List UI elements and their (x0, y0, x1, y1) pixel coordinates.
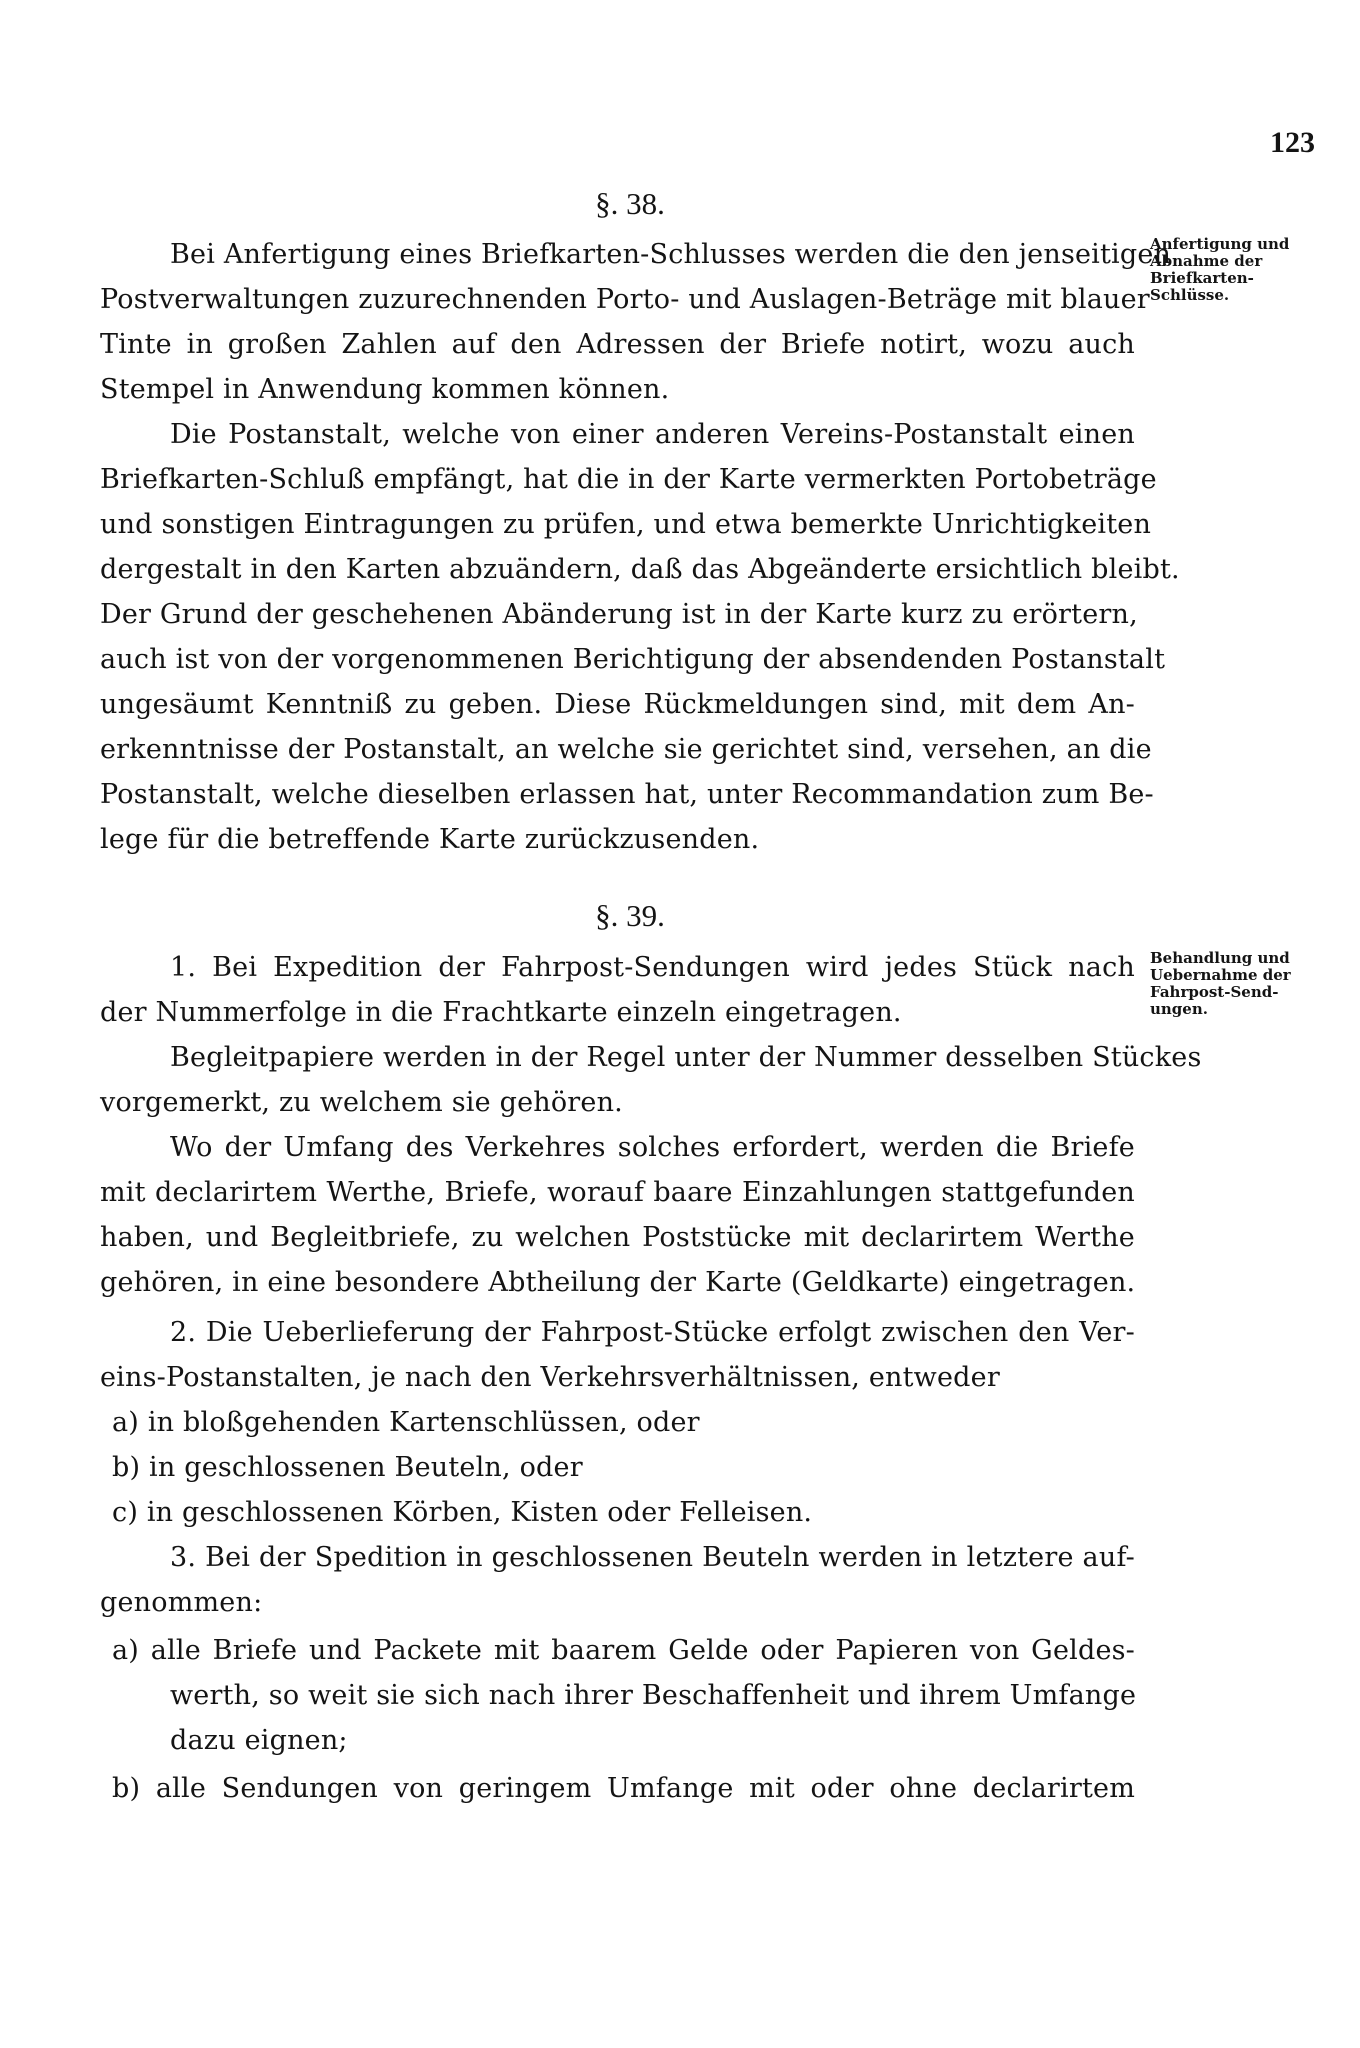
text-line: Briefkarten-Schluß empfängt, hat die in der Karte vermerkten Portobeträge (100, 464, 1157, 495)
margin-note-38 (1150, 236, 1300, 304)
section-heading-39: §. 39. (595, 898, 665, 933)
list-item: c) in geschlossenen Körben, Kisten oder Felleisen. (112, 1497, 813, 1528)
text-line: dergestalt in den Karten abzuändern, daß das Abgeänderte ersichtlich bleibt. (100, 554, 1180, 585)
text-line: vorgemerkt, zu welchem sie gehören. (100, 1087, 623, 1118)
list-item: a) in bloßgehenden Kartenschlüssen, oder (112, 1407, 700, 1438)
text-line: Postanstalt, welche dieselben erlassen hat, unter Recommandation zum Be- (100, 779, 1154, 810)
list-item: b) in geschlossenen Beuteln, oder (112, 1452, 583, 1483)
section-heading-38: §. 38. (595, 186, 665, 221)
list-item: b) alle Sendungen von geringem Umfange mit oder ohne declarirtem (112, 1773, 1135, 1804)
text-line: Bei Anfertigung eines Briefkarten-Schlusses werden die den jenseitigen (170, 239, 1172, 270)
text-line: erkenntnisse der Postanstalt, an welche sie gerichtet sind, versehen, an die (100, 734, 1152, 765)
text-line: werth, so weit sie sich nach ihrer Beschaffenheit und ihrem Umfange (170, 1680, 1137, 1711)
text-line: haben, und Begleitbriefe, zu welchen Poststücke mit declarirtem Werthe (100, 1222, 1135, 1253)
text-line: gehören, in eine besondere Abtheilung der Karte (Geldkarte) eingetragen. (100, 1267, 1136, 1298)
margin-note-line: Briefkarten- (1150, 269, 1254, 287)
margin-note-line: Fahrpost-Send- (1150, 983, 1279, 1001)
text-line: genommen: (100, 1587, 263, 1618)
text-line: auch ist von der vorgenommenen Berichtigung der absendenden Postanstalt (100, 644, 1166, 675)
list-item: a) alle Briefe und Packete mit baarem Gelde oder Papieren von Geldes- (112, 1635, 1135, 1666)
margin-note-line: Anfertigung und (1150, 235, 1290, 253)
text-line: Postverwaltungen zuzurechnenden Porto- und Auslagen-Beträge mit blauer (100, 284, 1150, 315)
margin-note-line: ungen. (1150, 1000, 1208, 1018)
text-line: der Nummerfolge in die Frachtkarte einzeln eingetragen. (100, 997, 902, 1028)
text-line: eins-Postanstalten, je nach den Verkehrsverhältnissen, entweder (100, 1362, 1000, 1393)
text-line: Stempel in Anwendung kommen können. (100, 374, 670, 405)
text-line: mit declarirtem Werthe, Briefe, worauf baare Einzahlungen stattgefunden (100, 1177, 1135, 1208)
text-line: und sonstigen Eintragungen zu prüfen, und etwa bemerkte Unrichtigkeiten (100, 509, 1152, 540)
text-line: Wo der Umfang des Verkehres solches erfordert, werden die Briefe (170, 1132, 1135, 1163)
text-line: Die Postanstalt, welche von einer anderen Vereins-Postanstalt einen (170, 419, 1135, 450)
margin-note-39 (1150, 950, 1300, 1018)
text-line: lege für die betreffende Karte zurückzusenden. (100, 824, 760, 855)
margin-note-line: Uebernahme der (1150, 966, 1291, 984)
page-number: 123 (1270, 126, 1315, 159)
text-line: Tinte in großen Zahlen auf den Adressen der Briefe notirt, wozu auch (100, 329, 1135, 360)
margin-note-line: Behandlung und (1150, 949, 1290, 967)
text-line: Begleitpapiere werden in der Regel unter der Nummer desselben Stückes (170, 1042, 1202, 1073)
text-line: 2. Die Ueberlieferung der Fahrpost-Stücke erfolgt zwischen den Ver- (170, 1317, 1135, 1348)
margin-note-line: Abnahme der (1150, 252, 1263, 270)
margin-note-line: Schlüsse. (1150, 286, 1230, 304)
text-line: 1. Bei Expedition der Fahrpost-Sendungen wird jedes Stück nach (170, 952, 1135, 983)
text-line: 3. Bei der Spedition in geschlossenen Beuteln werden in letztere auf- (170, 1542, 1135, 1573)
text-line: ungesäumt Kenntniß zu geben. Diese Rückmeldungen sind, mit dem An- (100, 689, 1135, 720)
text-line: Der Grund der geschehenen Abänderung ist in der Karte kurz zu erörtern, (100, 599, 1138, 630)
text-line: dazu eignen; (170, 1725, 348, 1756)
